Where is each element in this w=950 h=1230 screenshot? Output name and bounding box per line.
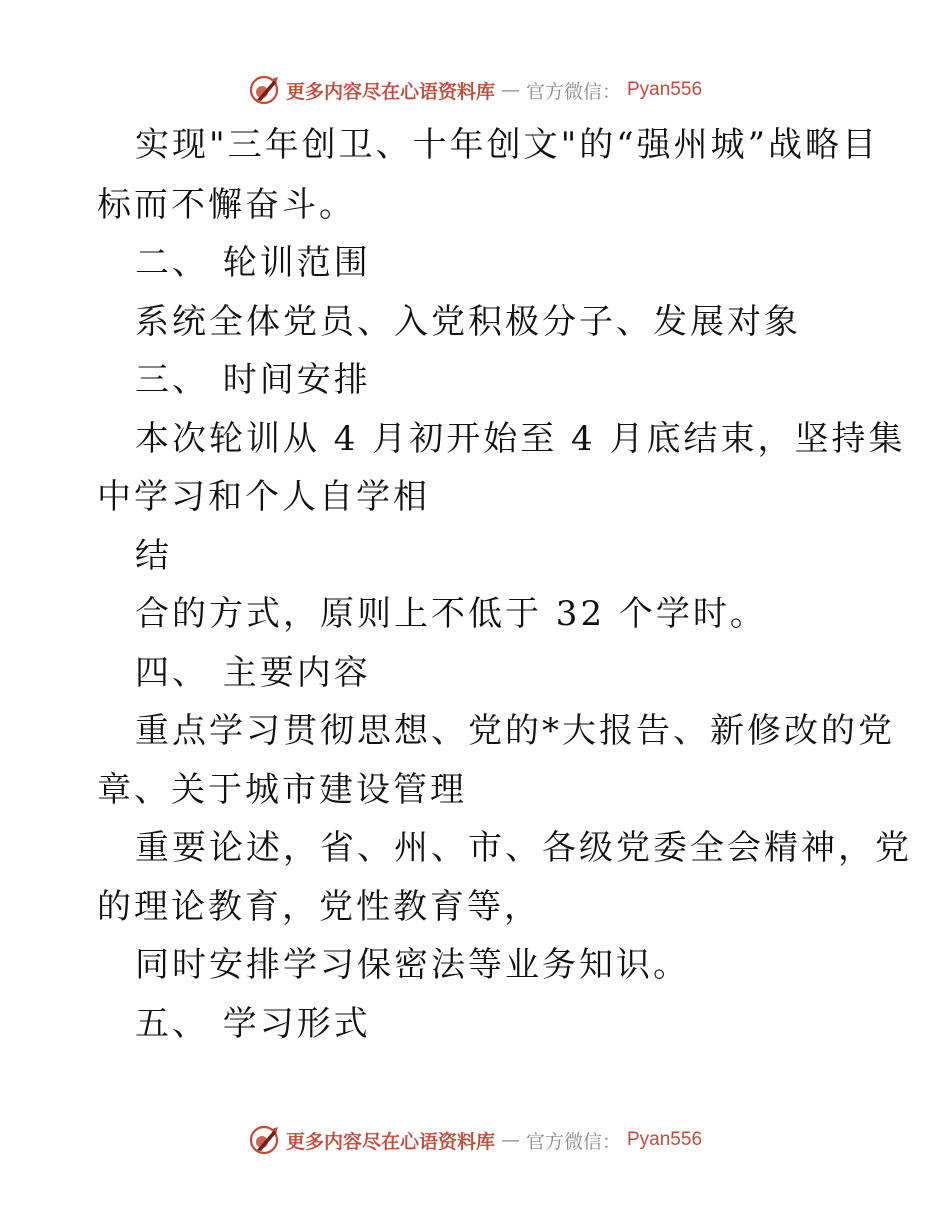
paragraph-line: 结 (135, 536, 172, 576)
paragraph-line: 章、关于城市建设管理 (97, 770, 467, 810)
quill-pen-circle-icon (248, 74, 280, 106)
paragraph-line: 系统全体党员、入党积极分子、发展对象 (135, 302, 801, 342)
watermark-main-text: 更多内容尽在心语资料库 (285, 80, 495, 103)
watermark-main-text: 更多内容尽在心语资料库 (285, 1130, 495, 1153)
paragraph-line: 标而不懈奋斗。 (97, 185, 356, 225)
section-heading-scope: 二、 轮训范围 (135, 243, 371, 283)
watermark-separator: — (500, 1129, 520, 1151)
paragraph-line: 实现"三年创卫、十年创文"的“强州城”战略目 (135, 125, 880, 165)
paragraph-line: 合的方式，原则上不低于 32 个学时。 (135, 594, 767, 634)
watermark-separator: — (500, 79, 520, 101)
watermark-official-label: 官方微信： (525, 80, 621, 103)
watermark-wechat-id: Pyan556 (627, 79, 703, 100)
paragraph-line: 中学习和个人自学相 (97, 477, 430, 517)
quill-pen-circle-icon (248, 1124, 280, 1156)
footer-watermark (0, 1122, 950, 1158)
paragraph-line: 重要论述，省、州、市、各级党委全会精神，党 (135, 828, 912, 868)
paragraph-line: 的理论教育，党性教育等， (97, 887, 541, 927)
header-watermark (0, 72, 950, 108)
section-heading-schedule: 三、 时间安排 (135, 360, 371, 400)
watermark-wechat-id: Pyan556 (627, 1129, 703, 1150)
watermark-official-label: 官方微信： (525, 1130, 621, 1153)
paragraph-line: 本次轮训从 4 月初开始至 4 月底结束，坚持集 (135, 419, 906, 459)
section-heading-content: 四、 主要内容 (135, 653, 371, 693)
paragraph-line: 重点学习贯彻思想、党的*大报告、新修改的党 (135, 711, 895, 751)
section-heading-format: 五、 学习形式 (135, 1004, 371, 1044)
paragraph-line: 同时安排学习保密法等业务知识。 (135, 945, 690, 985)
